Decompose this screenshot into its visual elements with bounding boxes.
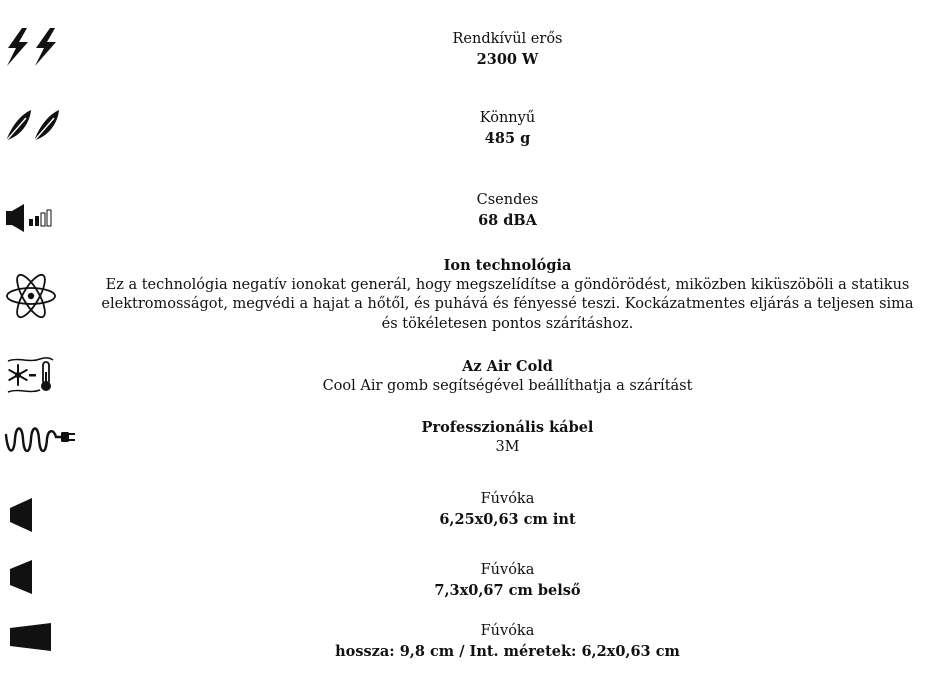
feature-text: [100, 191, 915, 230]
feature-text: [100, 109, 915, 148]
feature-value: Ez a technológia negatív ionokat generál, hogy megszelídítse a göndörödést, miközben kiküszöböli a statikus elektromosságot, megvédi a hajat a hőtől, és puhává és fényessé teszi. Kockázatmentes eljárás a teljesen sima és tökéletesen pontos szárításhoz.: [101, 276, 914, 332]
feature-text: [100, 561, 915, 600]
feature-text: [100, 622, 915, 661]
feathers-icon: [4, 108, 62, 144]
wide-nozzle-icon: [4, 620, 54, 654]
feature-text: [100, 30, 915, 69]
feature-value: hossza: 9,8 cm / Int. méretek: 6,2x0,63 cm: [335, 642, 680, 660]
feature-text: [100, 256, 915, 334]
feature-text: [100, 418, 915, 457]
feature-label: Fúvóka: [480, 491, 535, 507]
speaker-volume-icon: [4, 203, 58, 233]
feature-value: 2300 W: [476, 50, 539, 68]
feature-label: Csendes: [476, 192, 539, 208]
feature-value: Cool Air gomb segítségével beállíthatja a szárítást: [322, 377, 693, 394]
feature-label: Ion technológia: [443, 257, 572, 274]
feature-label: Professzionális kábel: [421, 419, 594, 436]
feature-label: Az Air Cold: [462, 358, 553, 375]
snowflake-thermometer-icon: [4, 355, 56, 395]
lightning-bolts-icon: [4, 26, 60, 68]
feature-label: Fúvóka: [480, 623, 535, 639]
feature-label: Könnyű: [479, 110, 536, 126]
feature-value: 68 dBA: [478, 211, 537, 229]
feature-text: [100, 357, 915, 396]
feature-label: Fúvóka: [480, 562, 535, 578]
coiled-cable-plug-icon: [4, 423, 78, 457]
feature-value: 3M: [495, 438, 520, 455]
feature-text: [100, 490, 915, 529]
feature-label: Rendkívül erős: [452, 31, 563, 47]
feature-value: 485 g: [484, 129, 531, 147]
atom-icon: [4, 273, 58, 319]
feature-value: 7,3x0,67 cm belső: [434, 581, 581, 599]
nozzle-icon: [4, 496, 38, 534]
nozzle-icon: [4, 558, 38, 596]
feature-value: 6,25x0,63 cm int: [439, 510, 576, 528]
